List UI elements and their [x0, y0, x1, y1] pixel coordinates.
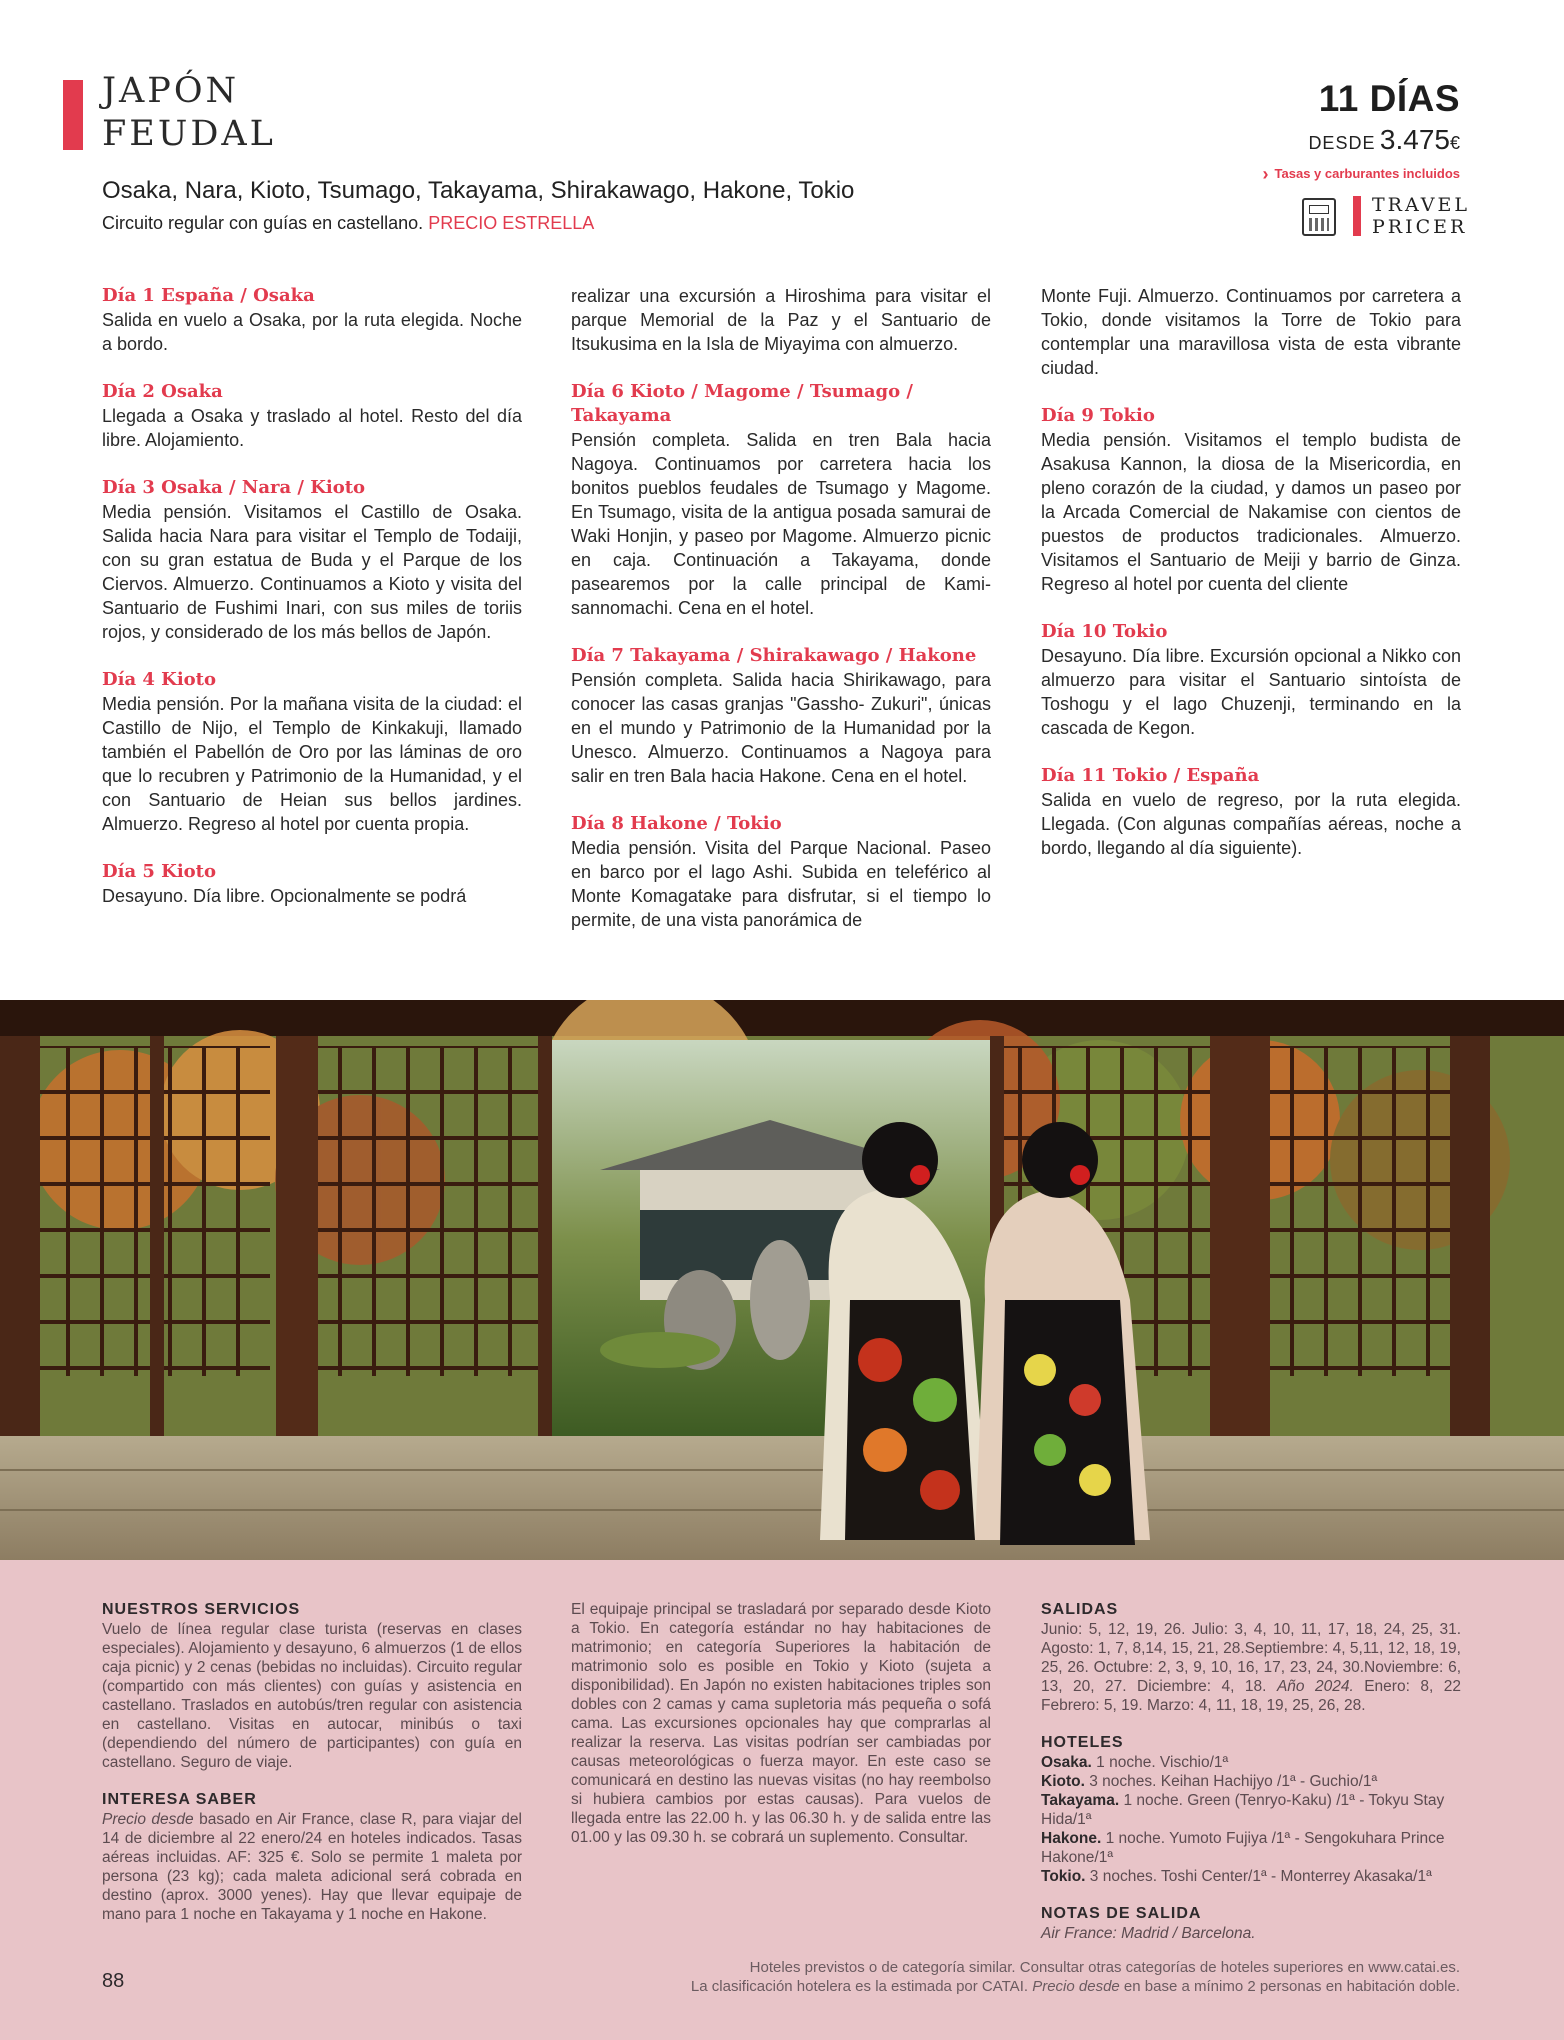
chevron-right-icon: › — [1262, 164, 1269, 184]
itinerary-day — [571, 644, 991, 788]
itinerary-day-continued — [571, 284, 991, 356]
itinerary-column-1 — [102, 284, 522, 932]
day-text: Media pensión. Por la mañana visita de la ciudad: el Castillo de Nijo, el Templo de Kinkakuji, llamado también el Pabellón de Oro por las láminas de oro que lo recubren y Patrimonio de la Humanidad, y el con Santuario de Heian sus bellos jardines. Almuerzo. Regreso al hotel por cuenta propia. — [102, 694, 522, 834]
footer-line-1: Hoteles previstos o de categoría similar. Consultar otras categorías de hoteles superiores en www.catai.es. — [749, 1959, 1460, 1976]
subtitle-text: Circuito regular con guías en castellano. — [102, 213, 424, 233]
hotel-details: 1 noche. Vischio/1ª — [1091, 1754, 1229, 1771]
travel-pricer-line-2: PRICER — [1372, 216, 1468, 238]
hotel-entry — [1041, 1829, 1461, 1867]
hotel-entry — [1041, 1772, 1461, 1791]
hotel-city: Kioto. — [1041, 1773, 1085, 1790]
hotel-city: Tokio. — [1041, 1868, 1086, 1885]
salidas-year: Año 2024. — [1276, 1678, 1354, 1695]
interesa-italic: Precio desde — [102, 1811, 194, 1828]
footer-line-2-end: en base a mínimo 2 personas en habitación doble. — [1119, 1978, 1460, 1995]
day-title: Día 11 Tokio / España — [1041, 765, 1260, 786]
footer-italic: Precio desde — [1032, 1978, 1120, 1995]
salidas-dates-2024: Enero: 8, 22 Febrero: 5, 19. Marzo: 4, 11, 18, 19, 25, 26, 28. — [1041, 1678, 1461, 1714]
day-text: Media pensión. Visitamos el Castillo de Osaka. Salida hacia Nara para visitar el Templo de Todaiji, con su gran estatua de Buda y el Parque de los Ciervos. Almuerzo. Continuamos a Kioto y visita del Santuario de Fushimi Inari, con sus miles de toriis rojos, y considerado de los más bellos de Japón. — [102, 502, 522, 642]
day-text: Media pensión. Visita del Parque Nacional. Paseo en barco por el lago Ashi. Subida en teleférico al Monte Komagatake para disfrutar, si el tiempo lo permite, de una vista panorámica de — [571, 838, 991, 930]
day-text: realizar una excursión a Hiroshima para visitar el parque Memorial de la Paz y el Santuario de Itsukusima en la Isla de Miyayima con almuerzo. — [571, 286, 991, 354]
day-text: Pensión completa. Salida hacia Shirikawago, para conocer las casas granjas "Gassho- Zukuri", únicas en el mundo y Patrimonio de la Humanidad por la Unesco. Almuerzo. Continuamos a Nagoya para salir en tren Bala hacia Hakone. Cena en el hotel. — [571, 670, 991, 786]
day-text: Salida en vuelo a Osaka, por la ruta elegida. Noche a bordo. — [102, 310, 522, 354]
day-title: Día 7 Takayama / Shirakawago / Hakone — [571, 645, 977, 666]
hotel-city: Takayama. — [1041, 1792, 1120, 1809]
itinerary-day — [1041, 404, 1461, 596]
hotel-entry — [1041, 1791, 1461, 1829]
itinerary-day — [571, 380, 991, 620]
notas-text: Air France: Madrid / Barcelona. — [1041, 1925, 1256, 1942]
itinerary-column-3 — [1041, 284, 1461, 884]
footer-line-2-start: La clasificación hotelera es la estimada por CATAI. — [690, 1978, 1033, 1995]
day-title: Día 5 Kioto — [102, 861, 216, 882]
servicios-heading: NUESTROS SERVICIOS — [102, 1601, 301, 1618]
itinerary-day — [102, 476, 522, 644]
itinerary-day — [1041, 764, 1461, 860]
day-text: Salida en vuelo de regreso, por la ruta elegida. Llegada. (Con algunas compañías aéreas, noche a bordo, llegando al día siguiente). — [1041, 790, 1461, 858]
interesa-body: basado en Air France, clase R, para viajar del 14 de diciembre al 22 enero/24 en hoteles indicados. Tasas aéreas incluidas. AF: 325 €. Solo se permite 1 maleta por persona (23 kg); cada maleta adicional será cobrada en destino (aprox. 3000 yenes). Hay que llevar equipaje de mano para 1 noche en Takayama y 1 noche en Hakone. — [102, 1811, 522, 1923]
calculator-icon — [1302, 198, 1336, 236]
tour-subtitle — [102, 213, 594, 234]
day-text: Desayuno. Día libre. Excursión opcional a Nikko con almuerzo para visitar el Santuario sintoísta de Toshogu y el lago Chuzenji, terminando en la cascada de Kegon. — [1041, 646, 1461, 738]
itinerary-day — [102, 284, 522, 356]
day-text: Media pensión. Visitamos el templo budista de Asakusa Kannon, la diosa de la Misericordia, en pleno corazón de la ciudad, y damos un paseo por la Arcada Comercial de Nakamise con cientos de puestos de productos tradicionales. Almuerzo. Visitamos el Santuario de Meiji y barrio de Ginza. Regreso al hotel por cuenta del cliente — [1041, 430, 1461, 594]
day-title: Día 9 Tokio — [1041, 405, 1155, 426]
hoteles-heading: HOTELES — [1041, 1734, 1124, 1751]
day-title: Día 1 España / Osaka — [102, 285, 315, 306]
salidas-text — [1041, 1620, 1461, 1715]
hotel-entry — [1041, 1753, 1461, 1772]
info-panel — [0, 1560, 1564, 2040]
taxes-note-text: Tasas y carburantes incluidos — [1274, 166, 1460, 181]
itinerary-column-2 — [571, 284, 991, 956]
price-prefix: DESDE — [1308, 133, 1376, 153]
hotel-details: 3 noches. Keihan Hachijyo /1ª - Guchio/1ª — [1084, 1773, 1378, 1790]
day-text: Monte Fuji. Almuerzo. Continuamos por carretera a Tokio, donde visitamos la Torre de Tokio para contemplar una maravillosa vista de esta vibrante ciudad. — [1041, 286, 1461, 378]
footer-note — [691, 1958, 1460, 1996]
price-currency: € — [1449, 133, 1460, 153]
day-title: Día 2 Osaka — [102, 381, 223, 402]
day-title: Día 8 Hakone / Tokio — [571, 813, 782, 834]
day-title: Día 4 Kioto — [102, 669, 216, 690]
precio-estrella-label: PRECIO ESTRELLA — [428, 213, 595, 233]
day-text: Pensión completa. Salida en tren Bala hacia Nagoya. Continuamos por carretera hacia los bonitos pueblos feudales de Tsumago y Magome. En Tsumago, visita de la antigua posada samurai de Waki Honjin, y paseo por Magome. Almuerzo picnic en caja. Continuación a Takayama, donde pasearemos por la calle principal de Kami-sannomachi. Cena en el hotel. — [571, 430, 991, 618]
taxes-note — [1263, 164, 1460, 185]
equipaje-text: El equipaje principal se trasladará por separado desde Kioto a Tokio. En categoría estándar no hay habitaciones de matrimonio; en categoría Superiores la habitación de matrimonio solo es posible en Tokio y Kioto (sujeta a disponibilidad). En Japón no existen habitaciones triples son dobles con 2 camas y cama supletoria más pequeña o sofá cama. Las excursiones opcionales hay que comprarlas al realizar la reserva. Las visitas podrían ser cambiadas por causas meteorológicas o fuerza mayor. En este caso se comunicará en destino las nuevas visitas (no hay reembolso si hubiera cambios por estas causas). Para vuelos de llegada entre las 22.00 h. y las 06.30 h. y de salida entre las 01.00 y las 09.30 h. se cobrará un suplemento. Consultar. — [571, 1601, 991, 1846]
itinerary-day — [571, 812, 991, 932]
title-line-2: FEUDAL — [102, 114, 276, 154]
salidas-heading: SALIDAS — [1041, 1601, 1119, 1618]
itinerary-day — [102, 668, 522, 836]
page-number: 88 — [102, 1970, 125, 1992]
day-title: Día 10 Tokio — [1041, 621, 1168, 642]
hotel-city: Hakone. — [1041, 1830, 1102, 1847]
day-text: Desayuno. Día libre. Opcionalmente se podrá — [102, 886, 467, 906]
info-column-1 — [102, 1600, 522, 1924]
servicios-text: Vuelo de línea regular clase turista (reservas en clases especiales). Alojamiento y desayuno, 6 almuerzos (1 de ellos caja picnic) y 2 cenas (bebidas no incluidas). Circuito regular (compartido con más clientes) con guías y asistencia en castellano. Traslados en autobús/tren regular con asistencia en castellano. Visitas en autocar, minibús o taxi (dependiendo del número de participantes) con guía en castellano. Seguro de viaje. — [102, 1621, 522, 1771]
route-cities: Osaka, Nara, Kioto, Tsumago, Takayama, Shirakawago, Hakone, Tokio — [102, 177, 855, 204]
day-title: Día 3 Osaka / Nara / Kioto — [102, 477, 366, 498]
info-column-2 — [571, 1600, 991, 1847]
days-count: 11 DÍAS — [1318, 78, 1460, 119]
itinerary-day — [102, 860, 522, 908]
footer-line-2 — [691, 1977, 1460, 1996]
hotel-entry — [1041, 1867, 1461, 1886]
hotel-details: 3 noches. Toshi Center/1ª - Monterrey Akasaka/1ª — [1085, 1868, 1432, 1885]
price-amount: 3.475 — [1379, 124, 1450, 155]
itinerary-day-continued — [1041, 284, 1461, 380]
title-accent-bar — [63, 80, 83, 150]
day-title: Día 6 Kioto / Magome / Tsumago / Takayama — [571, 381, 913, 426]
day-text: Llegada a Osaka y traslado al hotel. Resto del día libre. Alojamiento. — [102, 406, 522, 450]
travel-pricer-logo — [1372, 194, 1470, 238]
hotel-city: Osaka. — [1041, 1754, 1092, 1771]
interesa-heading: INTERESA SABER — [102, 1791, 257, 1808]
travel-pricer-line-1: TRAVEL — [1372, 194, 1470, 216]
notas-heading: NOTAS DE SALIDA — [1041, 1905, 1202, 1922]
hotel-details: 1 noche. Yumoto Fujiya /1ª - Sengokuhara Prince Hakone/1ª — [1041, 1830, 1445, 1866]
interesa-text — [102, 1810, 522, 1924]
info-column-3 — [1041, 1600, 1461, 1943]
itinerary-day — [1041, 620, 1461, 740]
travel-pricer-bar — [1353, 196, 1361, 236]
price-from — [1308, 124, 1460, 156]
page-title — [102, 70, 276, 156]
hotel-details: 1 noche. Green (Tenryo-Kaku) /1ª - Tokyu Stay Hida/1ª — [1041, 1792, 1445, 1828]
itinerary-day — [102, 380, 522, 452]
title-line-1: JAPÓN — [102, 71, 240, 111]
maiko-temple-photo — [0, 1000, 1564, 1560]
salidas-dates-2023: Junio: 5, 12, 19, 26. Julio: 3, 4, 10, 11, 17, 18, 24, 25, 31. Agosto: 1, 7, 8,14, 15, 21, 28.Septiembre: 4, 5,11, 12, 18, 19, 25, 26. Octubre: 2, 3, 9, 10, 16, 17, 23, 24, 30.Noviembre: 6, 13, 20, 27. Diciembre: 4, 18. — [1041, 1621, 1461, 1695]
